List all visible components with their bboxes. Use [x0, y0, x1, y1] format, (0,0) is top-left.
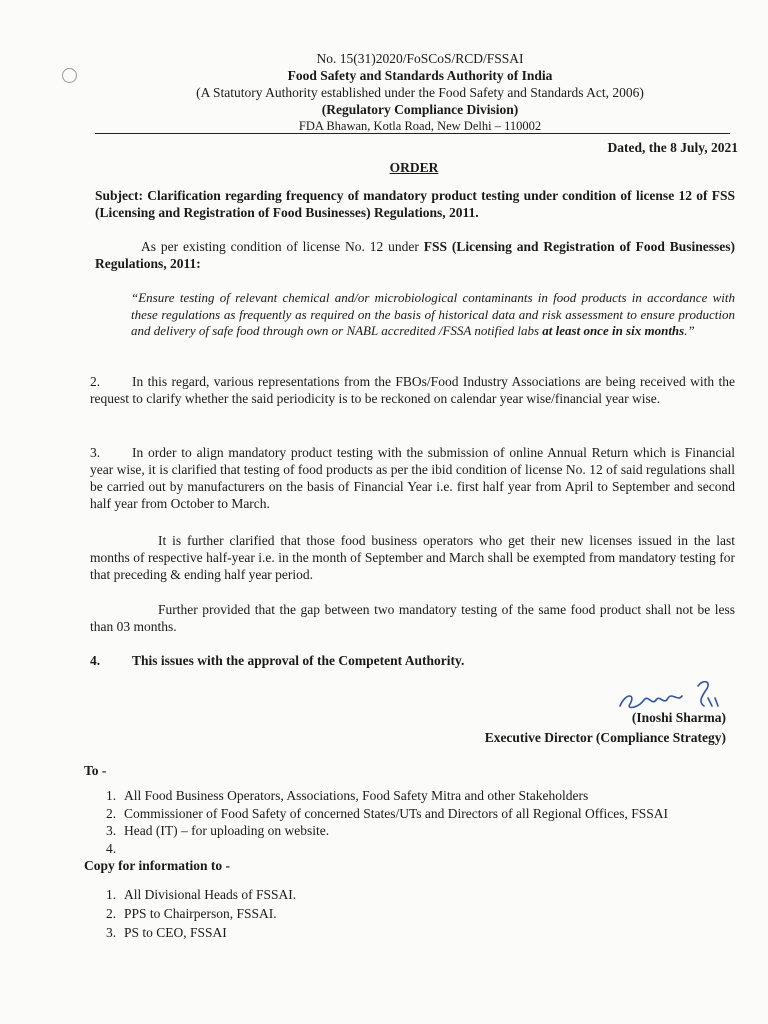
list-item-text: Head (IT) – for uploading on website.	[124, 823, 330, 838]
order-title: ORDER	[389, 160, 439, 175]
paragraph-3-proviso: Further provided that the gap between two mandatory testing of the same food product shall not be less than 03 months.	[90, 602, 735, 634]
to-heading: To -	[84, 763, 107, 778]
punch-hole-mark	[62, 68, 77, 83]
recipient-list	[106, 787, 736, 857]
paragraph-4	[90, 652, 735, 669]
list-item	[106, 923, 736, 942]
paragraph-3	[90, 444, 735, 512]
paragraph-2	[90, 373, 735, 407]
handwritten-signature	[612, 676, 722, 714]
quote-text: “Ensure testing of relevant chemical and/or microbiological contaminants in food products in accordance with these regulations as frequently as required on the basis of historical data and risk assessment to ensure production and delivery of safe food through own or NABL accredited /FSSA notified labs	[131, 290, 735, 338]
list-item	[106, 885, 736, 904]
paragraph-3-text: In order to align mandatory product testing with the submission of online Annual Return which is Financial year wise, it is clarified that testing of food products as per the ibid condition of license No. 12 of said regulations shall be carried out by manufacturers on the basis of Financial Year i.e. first half year from April to September and second half year from October to March.	[90, 445, 735, 511]
order-date: Dated, the 8 July, 2021	[607, 140, 738, 155]
statutory-line: (A Statutory Authority established under the Food Safety and Standards Act, 2006)	[196, 85, 644, 100]
list-item-text: Commissioner of Food Safety of concerned States/UTs and Directors of all Regional Offices, FSSAI	[124, 805, 668, 821]
paragraph-2-text: In this regard, various representations from the FBOs/Food Industry Associations are being received with the request to clarify whether the said periodicity is to be reckoned on calendar year wise/financial year wise.	[90, 374, 735, 406]
intro-paragraph	[95, 238, 735, 272]
intro-lead: As per existing condition of license No. 12 under	[141, 239, 424, 254]
intro-regulation: FSS (Licensing and Registration of Food Businesses) Regulations, 2011:	[95, 239, 735, 271]
list-item-number: 1.	[106, 887, 117, 902]
quote-end: .”	[684, 323, 695, 338]
quote-emphasis: at least once in six months	[542, 323, 685, 338]
reference-number: No. 15(31)2020/FoSCoS/RCD/FSSAI	[316, 51, 524, 66]
address-line: FDA Bhawan, Kotla Road, New Delhi – 110002	[298, 119, 542, 133]
header-rule	[95, 133, 730, 134]
paragraph-2-number: 2.	[90, 374, 101, 389]
list-item-number: 2.	[106, 906, 117, 921]
list-item-number: 2.	[106, 805, 117, 821]
list-item-number: 3.	[106, 925, 117, 940]
signatory-name: (Inoshi Sharma)	[631, 710, 726, 725]
paragraph-3-clarification: It is further clarified that those food business operators who get their new licenses issued in the last months of respective half-year i.e. in the month of September and March shall be exempted from mandatory testing for that preceding & ending half year period.	[90, 533, 735, 582]
signatory-designation: Executive Director (Compliance Strategy)	[484, 730, 726, 745]
list-item-number: 3.	[106, 823, 117, 838]
division-name: (Regulatory Compliance Division)	[321, 102, 519, 117]
subject-line: Subject: Clarification regarding frequency of mandatory product testing under condition of license 12 of FSS (Licensing and Registration of Food Businesses) Regulations, 2011.	[95, 188, 735, 220]
paragraph-4-number: 4.	[90, 653, 101, 668]
license-condition-quote	[131, 290, 735, 340]
organization-name: Food Safety and Standards Authority of India	[287, 68, 553, 83]
list-item	[106, 904, 736, 923]
list-item-text: All Divisional Heads of FSSAI.	[124, 887, 297, 902]
list-item	[106, 787, 736, 805]
copy-heading: Copy for information to -	[84, 858, 230, 873]
paragraph-4-text: This issues with the approval of the Competent Authority.	[132, 653, 465, 668]
copy-list	[106, 885, 736, 942]
list-item-number: 1.	[106, 788, 117, 803]
paragraph-3-number: 3.	[90, 445, 101, 460]
list-item-text: PPS to Chairperson, FSSAI.	[124, 906, 277, 921]
list-item	[106, 840, 736, 858]
list-item-text: All Food Business Operators, Associations, Food Safety Mitra and other Stakeholders	[124, 788, 589, 803]
list-item	[106, 805, 736, 823]
list-item	[106, 822, 736, 840]
list-item-text: PS to CEO, FSSAI	[124, 925, 227, 940]
list-item-number: 4.	[106, 840, 117, 856]
